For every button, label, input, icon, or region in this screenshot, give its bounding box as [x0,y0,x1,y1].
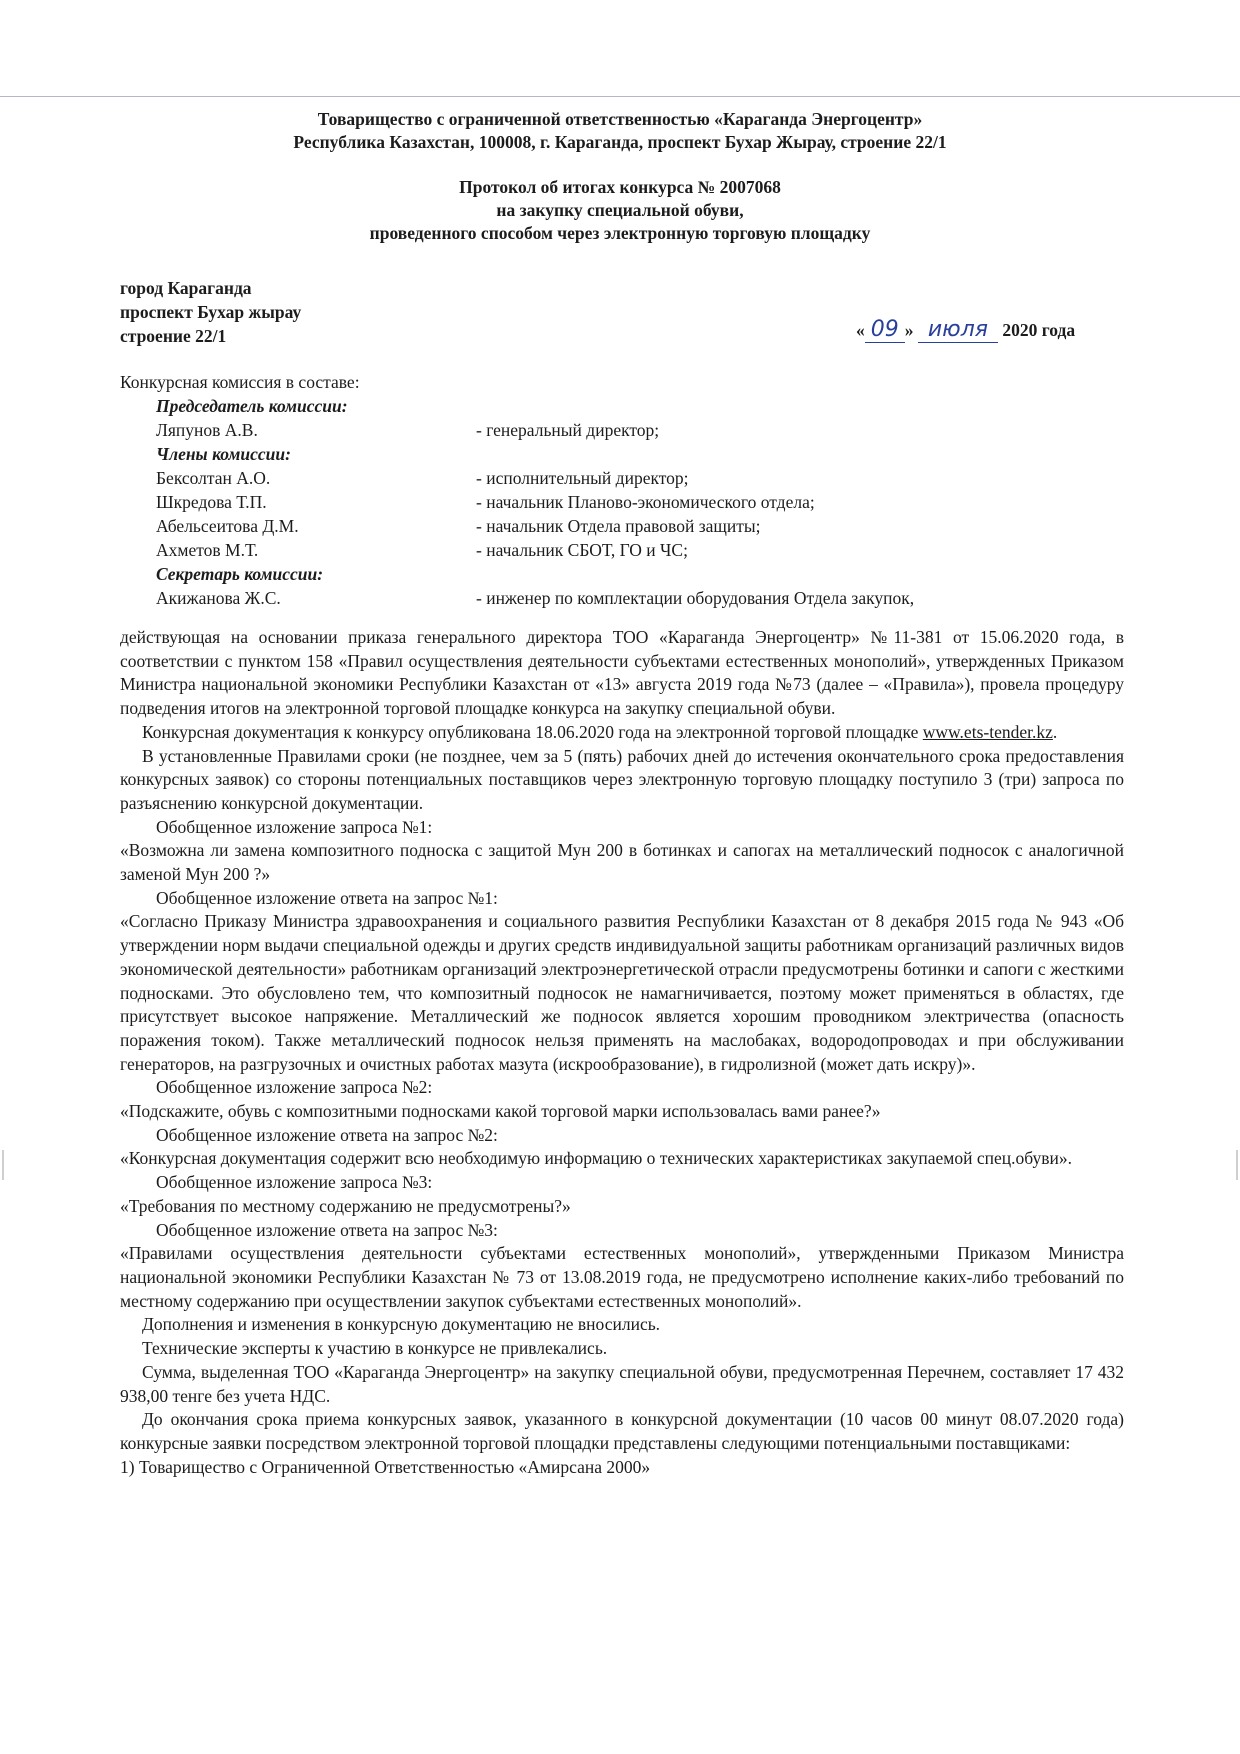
paragraph-publication [120,721,1124,745]
publication-end: . [1052,721,1058,742]
date-open-quote: « [856,320,865,340]
member-position: - начальник Отдела правовой защиты; [476,516,761,536]
request-3-text: «Требования по местному содержанию не предусмотрены?» [120,1195,571,1216]
paragraph-changes: Дополнения и изменения в конкурсную документацию не вносились. [142,1314,661,1335]
scan-border-line [0,96,1240,97]
protocol-body [120,626,1124,1479]
paragraph-basis: действующая на основании приказа генерального директора ТОО «Караганда Энергоцентр» №11-381 от 15.06.2020 года, в соответствии с пунктом 158 «Правил осуществления деятельности субъектами естественных монополий», утвержденных Приказом Министра национальной экономики Республики Казахстан от «13» августа 2019 года №73 (далее – «Правила»), провела процедуру подведения итогов на электронной торговой площадке конкурса на закупку специальной обуви. [120,627,1124,719]
protocol-subject: на закупку специальной обуви, [496,200,744,220]
answer-3-label: Обобщенное изложение ответа на запрос №3: [156,1219,498,1240]
place-block [120,276,460,348]
date-close-quote: » [904,320,914,340]
paragraph-sum: Сумма, выделенная ТОО «Караганда Энергоцентр» на закупку специальной обуви, предусмотренная Перечнем, составляет 17 432 938,00 тенге без учета НДС. [120,1361,1124,1406]
commission-member-row [120,466,1120,490]
org-address: Республика Казахстан, 100008, г. Караганда, проспект Бухар Жырау, строение 22/1 [293,132,947,152]
request-1-text: «Возможна ли замена композитного подноска с защитой Мун 200 в ботинках и сапогах на металлический подносок с аналогичной заменой Мун 200 ?» [120,840,1124,885]
place-street: проспект Бухар жырау [120,302,302,322]
commission-member-row [120,418,1120,442]
protocol-date [856,318,1126,342]
answer-2-label: Обобщенное изложение ответа на запрос №2: [156,1124,498,1145]
chairman-label: Председатель комиссии: [156,396,348,416]
protocol-method: проведенного способом через электронную торговую площадку [369,223,871,243]
members-label: Члены комиссии: [156,444,291,464]
request-2-text: «Подскажите, обувь с композитными подносками какой торговой марки использовалась вами ранее?» [120,1101,881,1122]
commission-block [120,370,1120,610]
member-name: Акижанова Ж.С. [156,588,281,608]
publication-text: Конкурсная документация к конкурсу опубликована 18.06.2020 года на электронной торговой площадке [142,721,923,742]
supplier-list-item: 1) Товарищество с Ограниченной Ответственностью «Амирсана 2000» [120,1456,651,1477]
answer-1-label: Обобщенное изложение ответа на запрос №1: [156,887,498,908]
secretary-label: Секретарь комиссии: [156,564,324,584]
commission-member-row [120,538,1120,562]
date-month-handwritten: июля [918,317,998,343]
member-position: - генеральный директор; [476,420,660,440]
date-day-handwritten: 09 [865,317,905,343]
commission-intro: Конкурсная комиссия в составе: [120,372,360,392]
paragraph-experts: Технические эксперты к участию в конкурсе не привлекались. [142,1338,608,1359]
request-1-label: Обобщенное изложение запроса №1: [156,816,433,837]
answer-3-text: «Правилами осуществления деятельности субъектами естественных монополий», утвержденными Приказом Министра национальной экономики Республики Казахстан № 73 от 13.08.2019 года, не предусмотрено исполнение каких-либо требований по местному содержанию при осуществлении закупок субъектами естественных монополий». [120,1243,1124,1311]
request-2-label: Обобщенное изложение запроса №2: [156,1077,433,1098]
date-year: 2020 года [1002,320,1076,340]
protocol-title: Протокол об итогах конкурса № 2007068 [459,177,781,197]
member-position: - начальник Планово-экономического отдела; [476,492,815,512]
answer-1-text: «Согласно Приказу Министра здравоохранения и социального развития Республики Казахстан от 8 декабря 2015 года № 943 «Об утверждении норм выдачи специальной одежды и других средств индивидуальной защиты работникам организаций различных видов экономической деятельности» работникам организаций электроэнергетической отрасли предусмотрены ботинки и сапоги с жесткими подносками. Это обусловлено тем, что композитный подносок не намагничивается, поэтому может применяться в областях, где присутствует высокое напряжение. Металлический же подносок является хорошим проводником электричества (опасность поражения током). Также металлический подносок нельзя применять на маслобаках, водородопроводах и при обслуживании генераторов, на разгрузочных и очистных работах мазута (искрообразование), в гидролизной (может дать искру)». [120,911,1124,1074]
scan-edge-mark [2,1150,4,1180]
member-name: Ляпунов А.В. [156,420,258,440]
member-name: Ахметов М.Т. [156,540,259,560]
commission-member-row [120,586,1120,610]
member-name: Абельсеитова Д.М. [156,516,299,536]
org-name: Товарищество с ограниченной ответственностью «Караганда Энергоцентр» [317,109,923,129]
commission-member-row [120,490,1120,514]
request-3-label: Обобщенное изложение запроса №3: [156,1172,433,1193]
member-name: Шкредова Т.П. [156,492,267,512]
paragraph-requests: В установленные Правилами сроки (не позднее, чем за 5 (пять) рабочих дней до истечения окончательного срока предоставления конкурсных заявок) со стороны потенциальных поставщиков через электронную торговую площадку поступило 3 (три) запроса по разъяснению конкурсной документации. [120,745,1124,813]
place-building: строение 22/1 [120,326,227,346]
scan-edge-mark [1236,1150,1238,1180]
member-position: - исполнительный директор; [476,468,689,488]
commission-member-row [120,514,1120,538]
place-city: город Караганда [120,278,252,298]
member-position: - начальник СБОТ, ГО и ЧС; [476,540,688,560]
document-header [120,108,1120,245]
answer-2-text: «Конкурсная документация содержит всю необходимую информацию о технических характеристиках закупаемой спец.обуви». [120,1148,1072,1169]
paragraph-deadline: До окончания срока приема конкурсных заявок, указанного в конкурсной документации (10 часов 00 минут 08.07.2020 года) конкурсные заявки посредством электронной торговой площадки представлены следующими потенциальными поставщиками: [120,1409,1124,1453]
ets-tender-link[interactable]: www.ets-tender.kz [922,721,1053,742]
member-name: Бексолтан А.О. [156,468,271,488]
member-position: - инженер по комплектации оборудования Отдела закупок, [476,588,915,608]
